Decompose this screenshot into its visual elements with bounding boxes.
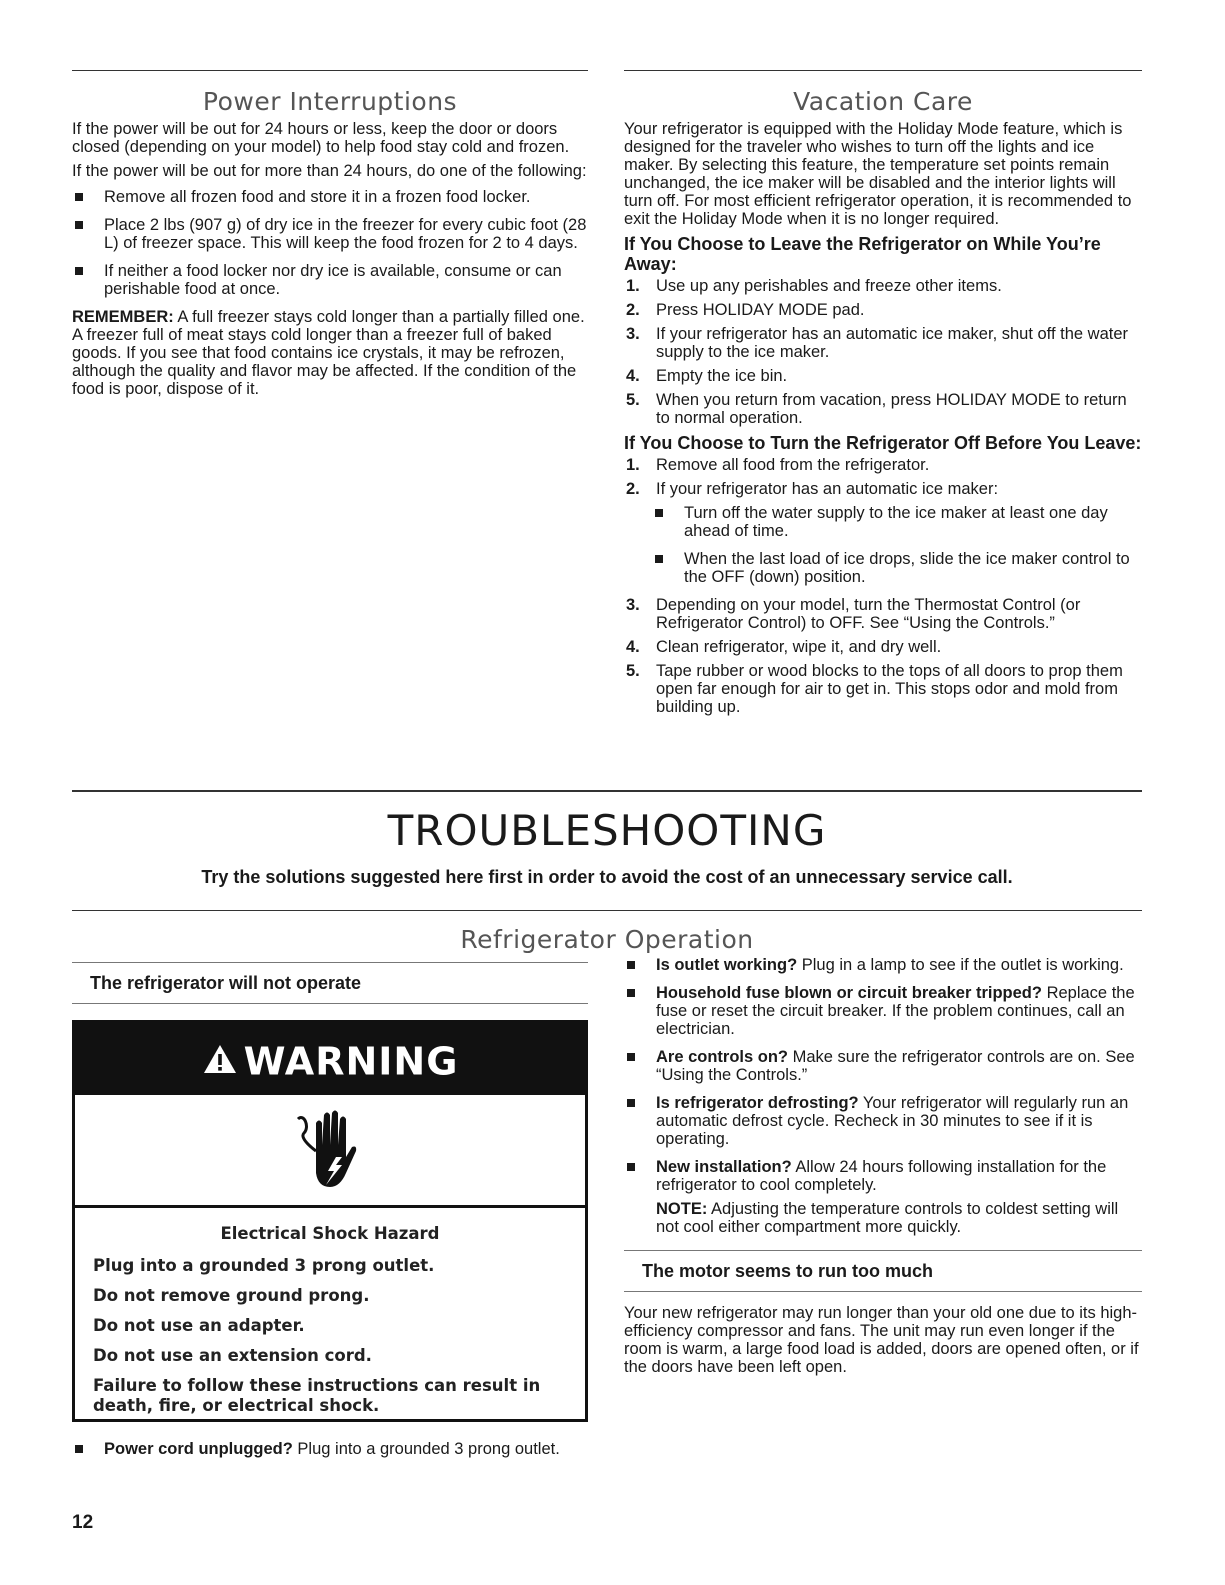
list-item: 5. When you return from vacation, press HOLIDAY MODE to return to normal operation. (626, 391, 1127, 427)
list-item: When the last load of ice drops, slide the ice maker control to the OFF (down) position. (652, 550, 1142, 586)
vacation-heading: Vacation Care (793, 87, 973, 116)
list-item: 4. Clean refrigerator, wipe it, and dry well. (626, 638, 942, 656)
power-heading: Power Interruptions (202, 87, 458, 116)
remember-paragraph (72, 308, 588, 398)
list-item: 3. If your refrigerator has an automatic ice maker, shut off the water supply to the ice maker. (626, 325, 1129, 361)
divider (624, 1250, 1142, 1251)
bullet-icon (627, 961, 635, 969)
power-interruptions-section (72, 70, 588, 404)
list-item: Is refrigerator defrosting? Your refrigerator will regularly run an automatic defrost cycle. Recheck in 30 minutes to see if it is operating. (624, 1094, 1142, 1148)
section-rule (72, 790, 1142, 792)
warning-line: Do not remove ground prong. (93, 1286, 370, 1305)
bullet-icon (75, 193, 83, 201)
list-item: 4. Empty the ice bin. (626, 367, 788, 385)
section-rule (72, 910, 1142, 911)
list-item: Place 2 lbs (907 g) of dry ice in the freezer for every cubic foot (28 L) of freezer space. This will keep the food frozen for 2 to 4 days. (72, 216, 588, 252)
bullet-icon (75, 1445, 83, 1453)
warning-header (75, 1023, 585, 1095)
bullet-icon (627, 989, 635, 997)
motor-text: Your new refrigerator may run longer than your old one due to its high-efficiency compressor and fans. The unit may run even longer if the room is warm, a large food load is added, doors are opened often, or if the doors have been left open. (624, 1304, 1139, 1376)
list-item: 1. Remove all food from the refrigerator. (626, 456, 930, 474)
troubleshooting-banner (72, 790, 1142, 954)
warning-line: Plug into a grounded 3 prong outlet. (93, 1256, 435, 1275)
list-item: 3. Depending on your model, turn the Thermostat Control (or Refrigerator Control) to OFF. See “Using the Controls.” (626, 596, 1081, 632)
bullet-icon (75, 267, 83, 275)
list-item: 5. Tape rubber or wood blocks to the tops of all doors to prop them open far enough for air to get in. This stops odor and mold from building up. (626, 662, 1123, 716)
warning-title: WARNING (243, 1039, 459, 1084)
not-operate-section (72, 962, 588, 1004)
power-cord-item (72, 1440, 602, 1468)
list-item: 2. Press HOLIDAY MODE pad. (626, 301, 865, 319)
list-item: New installation? Allow 24 hours following installation for the refrigerator to cool completely. (624, 1158, 1142, 1194)
list-item: Is outlet working? Plug in a lamp to see if the outlet is working. (624, 956, 1142, 974)
hazard-title: Electrical Shock Hazard (220, 1224, 440, 1243)
bullet-icon (627, 1163, 635, 1171)
page-title: TROUBLESHOOTING (387, 806, 827, 855)
note-label: NOTE: (656, 1200, 708, 1218)
list-item: 1. Use up any perishables and freeze other items. (626, 277, 1002, 295)
page-subtitle: Try the solutions suggested here first in order to avoid the cost of an unnecessary service call. (201, 867, 1013, 887)
bullet-icon (655, 509, 663, 517)
list-item: Remove all frozen food and store it in a frozen food locker. (72, 188, 588, 206)
vacation-care-section (624, 70, 1142, 722)
power-para-2: If the power will be out for more than 24 hours, do one of the following: (72, 162, 587, 180)
note-paragraph: NOTE: Adjusting the temperature controls to coldest setting will not cool either compartment more quickly. (656, 1200, 1119, 1236)
section-rule (72, 70, 588, 71)
page-number: 12 (72, 1512, 94, 1533)
power-para-1: If the power will be out for 24 hours or less, keep the door or doors closed (depending on your model) to help food stay cold and frozen. (72, 120, 570, 156)
warning-body (75, 1208, 585, 1416)
shock-hand-icon (75, 1095, 585, 1208)
remember-text: A full freezer stays cold longer than a partially filled one. A freezer full of meat stays cold longer than a freezer full of baked goods. If you see that food contains ice crystals, it may be refrozen, although the quality and flavor may be affected. If the condition of the food is poor, dispose of it. (72, 308, 585, 398)
vacation-intro: Your refrigerator is equipped with the Holiday Mode feature, which is designed for the traveler who wishes to turn off the lights and ice maker. By selecting this feature, the temperature set points remain unchanged, the ice maker will be disabled and the interior lights will turn off. For most efficient refrigerator operation, it is recommended to exit the Holiday Mode when it is no longer required. (624, 120, 1132, 228)
list-item: Turn off the water supply to the ice maker at least one day ahead of time. (652, 504, 1142, 540)
list-item: Power cord unplugged? Plug into a grounded 3 prong outlet. (72, 1440, 602, 1458)
turn-off-heading: If You Choose to Turn the Refrigerator Off Before You Leave: (624, 433, 1142, 453)
bullet-icon (75, 221, 83, 229)
not-operate-heading: The refrigerator will not operate (90, 973, 362, 993)
operation-checks (624, 956, 1142, 1382)
leave-on-heading: If You Choose to Leave the Refrigerator on While You’re Away: (624, 234, 1101, 274)
warning-line: Do not use an adapter. (93, 1316, 305, 1335)
list-item: Household fuse blown or circuit breaker tripped? Replace the fuse or reset the circuit breaker. If the problem continues, call an electrician. (624, 984, 1142, 1038)
divider (624, 1291, 1142, 1292)
divider (72, 1003, 588, 1004)
bullet-icon (627, 1099, 635, 1107)
divider (72, 962, 588, 963)
bullet-icon (655, 555, 663, 563)
section-rule (624, 70, 1142, 71)
list-item: Are controls on? Make sure the refrigerator controls are on. See “Using the Controls.” (624, 1048, 1142, 1084)
list-item: 2. If your refrigerator has an automatic ice maker: (626, 480, 999, 498)
warning-line: Failure to follow these instructions can result in death, fire, or electrical shock. (93, 1376, 541, 1415)
motor-heading: The motor seems to run too much (642, 1261, 934, 1281)
list-item: If neither a food locker nor dry ice is available, consume or can perishable food at once. (72, 262, 588, 298)
bullet-icon (627, 1053, 635, 1061)
warning-triangle-icon (202, 1026, 238, 1098)
remember-label: REMEMBER: (72, 308, 174, 326)
warning-line: Do not use an extension cord. (93, 1346, 372, 1365)
warning-box (72, 1020, 588, 1422)
refrigerator-operation-heading: Refrigerator Operation (460, 925, 754, 954)
